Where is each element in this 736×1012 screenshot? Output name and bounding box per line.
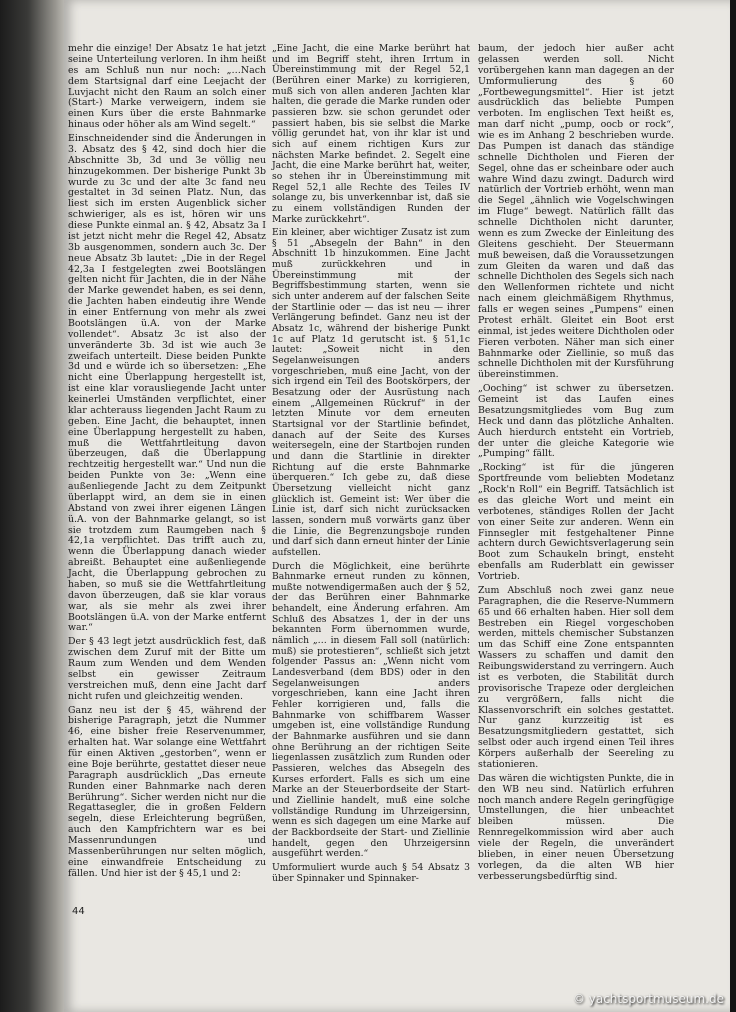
paragraph: Einschneidender sind die Änderungen in 3. Absatz des § 42, sind doch hier die Abschnitte 3b, 3d und 3e völlig neu hinzugekommen. Der bisherige Punkt 3b wurde zu 3c und der alte 3c fand neu gestaltet in 3d seinen Platz. Nun, das liest sich im ersten Augenblick sicher schwieriger, als es ist, hören wir uns diese Punkte einmal an. § 42, Absatz 3a I ist jetzt nicht mehr die Regel 42, Absatz 3b ausgenommen, sondern auch 3c. Der neue Absatz 3b lautet: „Die in der Regel 42,3a I festgelegten zwei Bootslängen gelten nicht für Jachten, die in der Nähe der Marke gewendet haben, es sei denn, die Jachten haben eindeutig ihre Wende in einer Entfernung von mehr als zwei Bootslängen ü.A. von der Marke vollendet“. Absatz 3c ist also der unveränderte 3b. 3d ist wie auch 3e zweifach unterteilt. Diese beiden Punkte 3d und e würde ich so übersetzen: „Ehe nicht eine Überlappung hergestellt ist, ist eine klar vorausliegende Jacht unter keinerlei Umständen verpflichtet, einer klar achterauss liegenden Jacht Raum zu geben. Eine Jacht, die behauptet, innen eine Überlappung hergestellt zu haben, muß die Wettfahrtleitung davon überzeugen, daß die Überlappung rechtzeitig hergestellt war.“ Und nun die beiden Punkte von 3e: „Wenn eine außenliegende Jacht zu dem Zeitpunkt überlappt wird, an dem sie in einen Abstand von zwei ihrer eigenen Längen ü.A. von der Bahnmarke gelangt, so ist sie trotzdem zum Raumgeben nach § 42,1a verpflichtet. Das trifft auch zu, wenn die Überlappung danach wieder abreißt. Behauptet eine außenliegende Jacht, die Überlappung gebrochen zu haben, so muß sie die Wettfahrtleitung davon überzeugen, daß sie klar voraus war, als sie mehr als zwei ihrer Bootslängen ü.A. von der Marke entfernt war.“ (68, 133, 266, 634)
paragraph: „Rocking“ ist für die jüngeren Sportfreunde vom beliebten Modetanz „Rock'n Roll“ ein Begriff. Tatsächlich ist es das gleiche Wort und meint ein verbotenes, ständiges Rollen der Jacht von einer Seite zur anderen. Wenn ein Finnsegler mit festgehaltener Pinne achtern durch Gewichtsverlagerung sein Boot zum Schaukeln bringt, ensteht ebenfalls am Ruderblatt ein gewisser Vortrieb. (478, 462, 674, 582)
paragraph: „Eine Jacht, die eine Marke berührt hat und im Begriff steht, ihren Irrtum in Übereinstimmung mit der Regel 52,1 (Berühren einer Marke) zu korrigieren, muß sich von allen anderen Jachten klar halten, die gerade die Marke runden oder passieren bzw. sie schon gerundet oder passiert haben, bis sie selbst die Marke völlig gerundet hat, von ihr klar ist und sich auf einem richtigen Kurs zur nächsten Marke befindet. 2. Segelt eine Jacht, die eine Marke berührt hat, weiter, so stehen ihr in Übereinstimmung mit Regel 52,1 alle Rechte des Teiles IV solange zu, bis unverkennbar ist, daß sie zu einem vollständigen Runden der Marke zurückkehrt“. (272, 43, 470, 225)
paragraph: Ganz neu ist der § 45, während der bisherige Paragraph, jetzt die Nummer 46, eine bisher freie Reservenummer, erhalten hat. War solange eine Wettfahrt für einen Aktiven „gestorben“, wenn er eine Boje berührte, gestattet dieser neue Paragraph ausdrücklich „Das erneute Runden einer Bahnmarke nach deren Berührung“. Sicher werden nicht nur die Regattasegler, die in großen Feldern segeln, diese Erleichterung begrüßen, auch den Kampfrichtern war es bei Massenrundungen und Massenberührungen nur selten möglich, eine einwandfreie Entscheidung zu fällen. Und hier ist der § 45,1 und 2: (68, 704, 266, 879)
text-column-3 (478, 44, 674, 886)
book-binding-shadow (0, 0, 70, 1012)
paragraph: Ein kleiner, aber wichtiger Zusatz ist zum § 51 „Absegeln der Bahn“ in den Abschnitt 1b hinzukommen. Eine Jacht muß zurückkehren und in Übereinstimmung mit der Begriffsbestimmung starten, wenn sie sich unter anderem auf der falschen Seite der Startlinie oder — das ist neu — ihrer Verlängerung befindet. Ganz neu ist der Absatz 1c, während der bisherige Punkt 1c auf Platz 1d gerutscht ist. § 51,1c lautet: „Soweit nicht in den Segelanweisungen anders vorgeschrieben, muß eine Jacht, von der sich irgend ein Teil des Bootskörpers, der Besatzung oder der Ausrüstung nach einem „Allgemeinen Rückruf“ in der letzten Minute vor dem erneuten Startsignal vor der Startlinie befindet, danach auf der Seite des Kurses weitersegeln, eine der Startbojen runden und dann die Startlinie in direkter Richtung auf die erste Bahnmarke überqueren.“ Ich gebe zu, daß diese Übersetzung vielleicht nicht ganz glücklich ist. Gemeint ist: Wer über die Linie ist, darf sich nicht zurücksacken lassen, sondern muß vorwärts ganz über die Linie, die Begrenzungsboje runden und darf sich dann erneut hinter der Linie aufstellen. (272, 227, 470, 558)
paragraph: Der § 43 legt jetzt ausdrücklich fest, daß zwischen dem Zuruf mit der Bitte um Raum zum Wenden und dem Wenden selbst ein gewisser Zeitraum verstreichen muß, denn eine Jacht darf nicht rufen und gleichzeitig wenden. (68, 636, 266, 702)
text-column-2 (272, 44, 470, 887)
paragraph: Umformuliert wurde auch § 54 Absatz 3 über Spinnaker und Spinnaker- (272, 861, 470, 884)
paragraph: baum, der jedoch hier außer acht gelassen werden soll. Nicht vorübergehen kann man dagegen an der Umformulierung des § 60 „Fortbewegungsmittel“. Hier ist jetzt ausdrücklich das beliebte Pumpen verboten. Im englischen Text heißt es, man darf nicht „pump, oocb or rock“, wie es im Anhang 2 beschrieben wurde. Das Pumpen ist danach das ständige schnelle Dichtholen und Fieren der Segel, ohne das er scheinbare oder auch wahre Wind dazu zwingt. Dadurch wird natürlich der Vortrieb erhöht, wenn man die Segel „ähnlich wie Vogelschwingen im Fluge“ bewegt. Natürlich fällt das schnelle Dichtholen nicht darunter, wenn es zum Zwecke der Einleitung des Gleitens geschieht. Der Steuermann muß beweisen, daß die Voraussetzungen zum Gleiten da waren und daß das schnelle Dichtholen des Segels sich nach den Wellenformen richtete und nicht nach einem gleichmäßigem Rhythmus, falls er wegen seines „Pumpens“ einen Protest erhält. Gleitet ein Boot erst einmal, ist jedes weitere Dichtholen oder Fieren verboten. Näher man sich einer Bahnmarke oder Ziellinie, so muß das schnelle Dichtholen mit der Kursführung übereinstimmen. (478, 43, 674, 381)
paragraph: „Ooching“ ist schwer zu übersetzen. Gemeint ist das Laufen eines Besatzungsmitgliedes vom Bug zum Heck und dann das plötzliche Anhalten. Auch hierdurch entsteht ein Vortrieb, der unter die gleiche Kategorie wie „Pumping“ fällt. (478, 383, 674, 460)
paragraph: Durch die Möglichkeit, eine berührte Bahnmarke erneut runden zu können, mußte notwendigermaßen auch der § 52, der das Berühren einer Bahnmarke behandelt, eine Änderung erfahren. Am Schluß des Absatzes 1, der in der uns bekannten Form übernommen wurde, nämlich „… in diesem Fall soll (natürlich: muß) sie protestieren“, schließt sich jetzt folgender Passus an: „Wenn nicht vom Landesverband (dem BDS) oder in den Segelanweisungen anders vorgeschrieben, kann eine Jacht ihren Fehler korrigieren und, falls die Bahnmarke von schiffbarem Wasser umgeben ist, eine vollständige Rundung der Bahnmarke ausführen und sie dann ohne Berührung an der richtigen Seite liegenlassen zusätzlich zum Runden oder Passieren, welches das Absegeln des Kurses erfordert. Falls es sich um eine Marke an der Steuerbordseite der Start- und Ziellinie handelt, muß eine solche vollständige Rundung im Uhrzeigersinn, wenn es sich dagegen um eine Marke auf der Backbordseite der Start- und Ziellinie handelt, gegen den Uhrzeigersinn ausgeführt werden.“ (272, 560, 470, 860)
paragraph: mehr die einzige! Der Absatz 1e hat jetzt seine Unterteilung verloren. In ihm heißt es am Schluß nun nur noch: „…Nach dem Startsignal darf eine Leejacht der Luvjacht nicht den Raum an solch einer (Start-) Marke verweigern, indem sie einen Kurs über die erste Bahnmarke hinaus oder höher als am Wind segelt.“ (68, 43, 266, 131)
watermark: © yachtsportmuseum.de (572, 992, 724, 1006)
paragraph: Zum Abschluß noch zwei ganz neue Paragraphen, die die Reserve-Nummern 65 und 66 erhalten haben. Hier soll dem Bestreben ein Riegel vorgeschoben werden, mittels chemischer Substanzen um das Schiff eine Zone entspannten Wassers zu schaffen und damit den Reibungswiderstand zu verringern. Auch ist es verboten, die Stabilität durch provisorische Trapeze oder dergleichen zu vergrößern, falls nicht die Klassenvorschrift ein solches gestattet. Nur ganz kurzzeitig ist es Besatzungsmitgliedern gestattet, sich selbst oder auch irgend einen Teil ihres Körpers außerhalb der Seereling zu stationieren. (478, 584, 674, 770)
paragraph: Das wären die wichtigsten Punkte, die in den WB neu sind. Natürlich erfuhren noch manch andere Regeln geringfügige Umstellungen, die hier unbeachtet bleiben müssen. Die Rennregelkommission wird aber auch viele der Regeln, die unverändert blieben, in einer neuen Übersetzung vorlegen, da die alten WB hier verbesserungsbedürftig sind. (478, 772, 674, 882)
page-edge-right (730, 0, 736, 1012)
text-column-1 (68, 44, 266, 883)
page-number: 44 (72, 906, 85, 917)
